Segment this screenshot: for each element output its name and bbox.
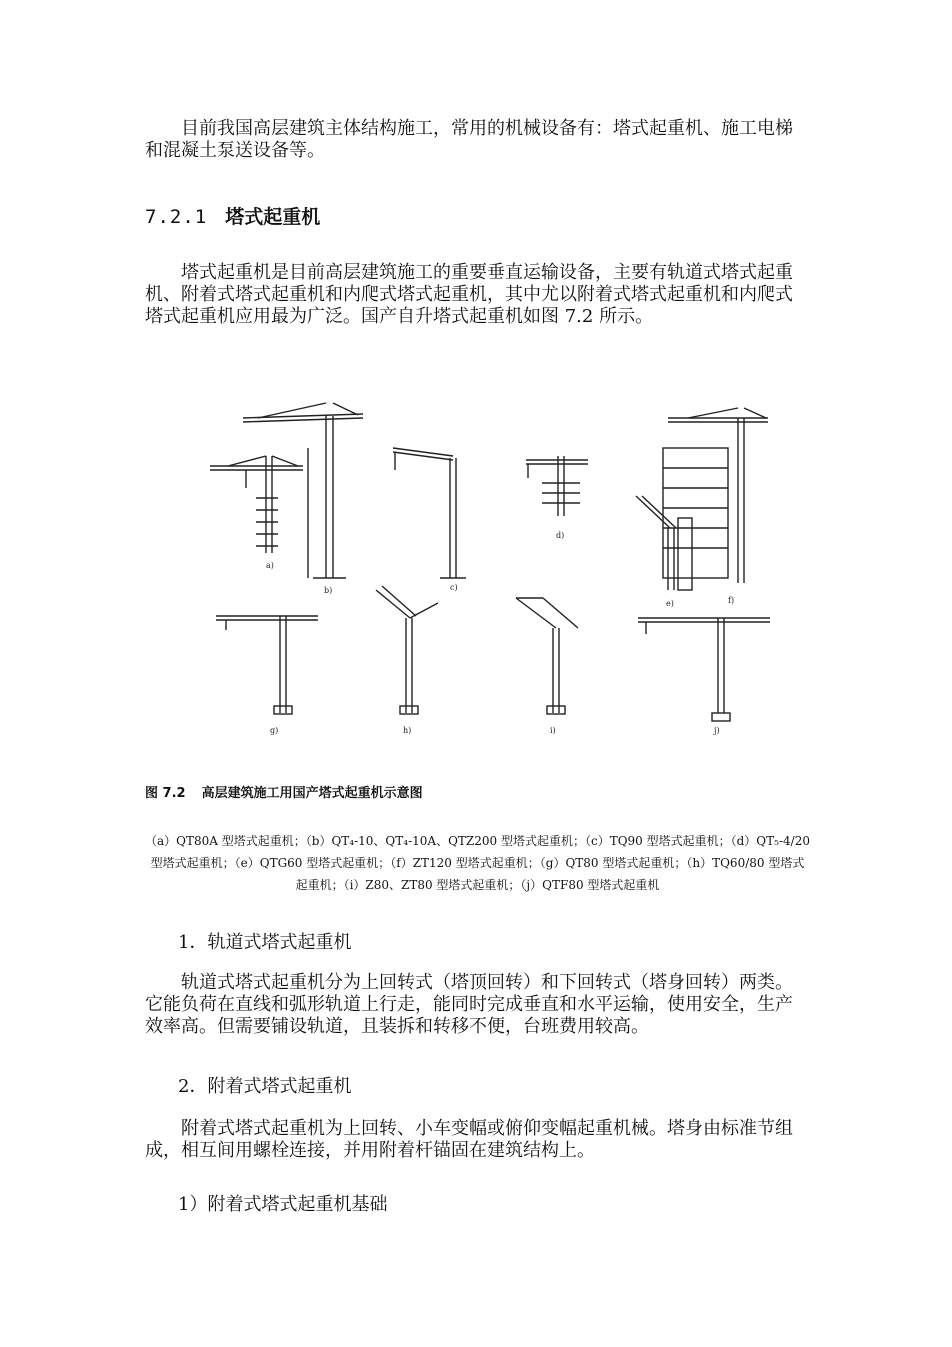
crane-figure [148, 378, 808, 748]
label-e: e) [666, 599, 674, 608]
sub2-paragraph: 附着式塔式起重机为上回转、小车变幅或俯仰变幅起重机械。塔身由标准节组成，相互间用螺栓连接，并用附着杆锚固在建筑结构上。 [145, 1118, 793, 1161]
figure-caption [145, 782, 423, 801]
crane-h [376, 586, 438, 714]
sub3-title: 1）附着式塔式起重机基础 [178, 1194, 388, 1215]
crane-b [243, 403, 363, 578]
label-a: a) [266, 561, 274, 570]
crane-e [636, 496, 692, 590]
label-f: f) [728, 596, 735, 605]
label-d: d) [556, 531, 565, 540]
label-c: c) [450, 583, 458, 592]
label-b: b) [324, 586, 333, 595]
label-h: h) [403, 726, 412, 735]
label-i: i) [550, 726, 556, 735]
crane-c [393, 448, 466, 578]
crane-d [526, 456, 588, 516]
label-j: j) [714, 726, 720, 735]
section-heading [145, 202, 320, 229]
crane-i [516, 598, 578, 714]
crane-diagrams [148, 378, 808, 748]
figure-notes: （a）QT80A 型塔式起重机；（b）QT₄-10、QT₄-10A、QTZ200 型塔式起重机；（c）TQ90 型塔式起重机；（d）QT₅-4/20 型塔式起重机；（e）QTG60 型塔式起重机；（f）ZT120 型塔式起重机；（g）QT80 型塔式起重机；（h）TQ60/80 型塔式起重机；（i）Z80、ZT80 型塔式起重机；（j）QTF80 型塔式起重机 [145, 834, 810, 892]
crane-j [638, 618, 770, 721]
sub1-paragraph: 轨道式塔式起重机分为上回转式（塔顶回转）和下回转式（塔身回转）两类。它能负荷在直线和弧形轨道上行走，能同时完成垂直和水平运输，使用安全，生产效率高。但需要铺设轨道，且装拆和转移不便，台班费用较高。 [145, 972, 793, 1037]
sub2-title: 2．附着式塔式起重机 [178, 1076, 352, 1097]
caption-title: 高层建筑施工用国产塔式起重机示意图 [201, 786, 423, 801]
crane-a [210, 456, 303, 553]
intro-paragraph: 目前我国高层建筑主体结构施工，常用的机械设备有：塔式起重机、施工电梯和混凝土泵送设备等。 [145, 118, 793, 161]
section-paragraph: 塔式起重机是目前高层建筑施工的重要垂直运输设备，主要有轨道式塔式起重机、附着式塔式起重机和内爬式塔式起重机，其中尤以附着式塔式起重机和内爬式塔式起重机应用最为广泛。国产自升塔式起重机如图 7.2 所示。 [145, 262, 793, 327]
sub1-title: 1．轨道式塔式起重机 [178, 932, 352, 953]
section-title: 塔式起重机 [225, 206, 321, 228]
crane-g [216, 616, 318, 714]
section-number: 7.2.1 [145, 206, 208, 228]
caption-number: 图 7.2 [145, 786, 186, 801]
crane-f [663, 408, 768, 583]
label-g: g) [270, 726, 279, 735]
